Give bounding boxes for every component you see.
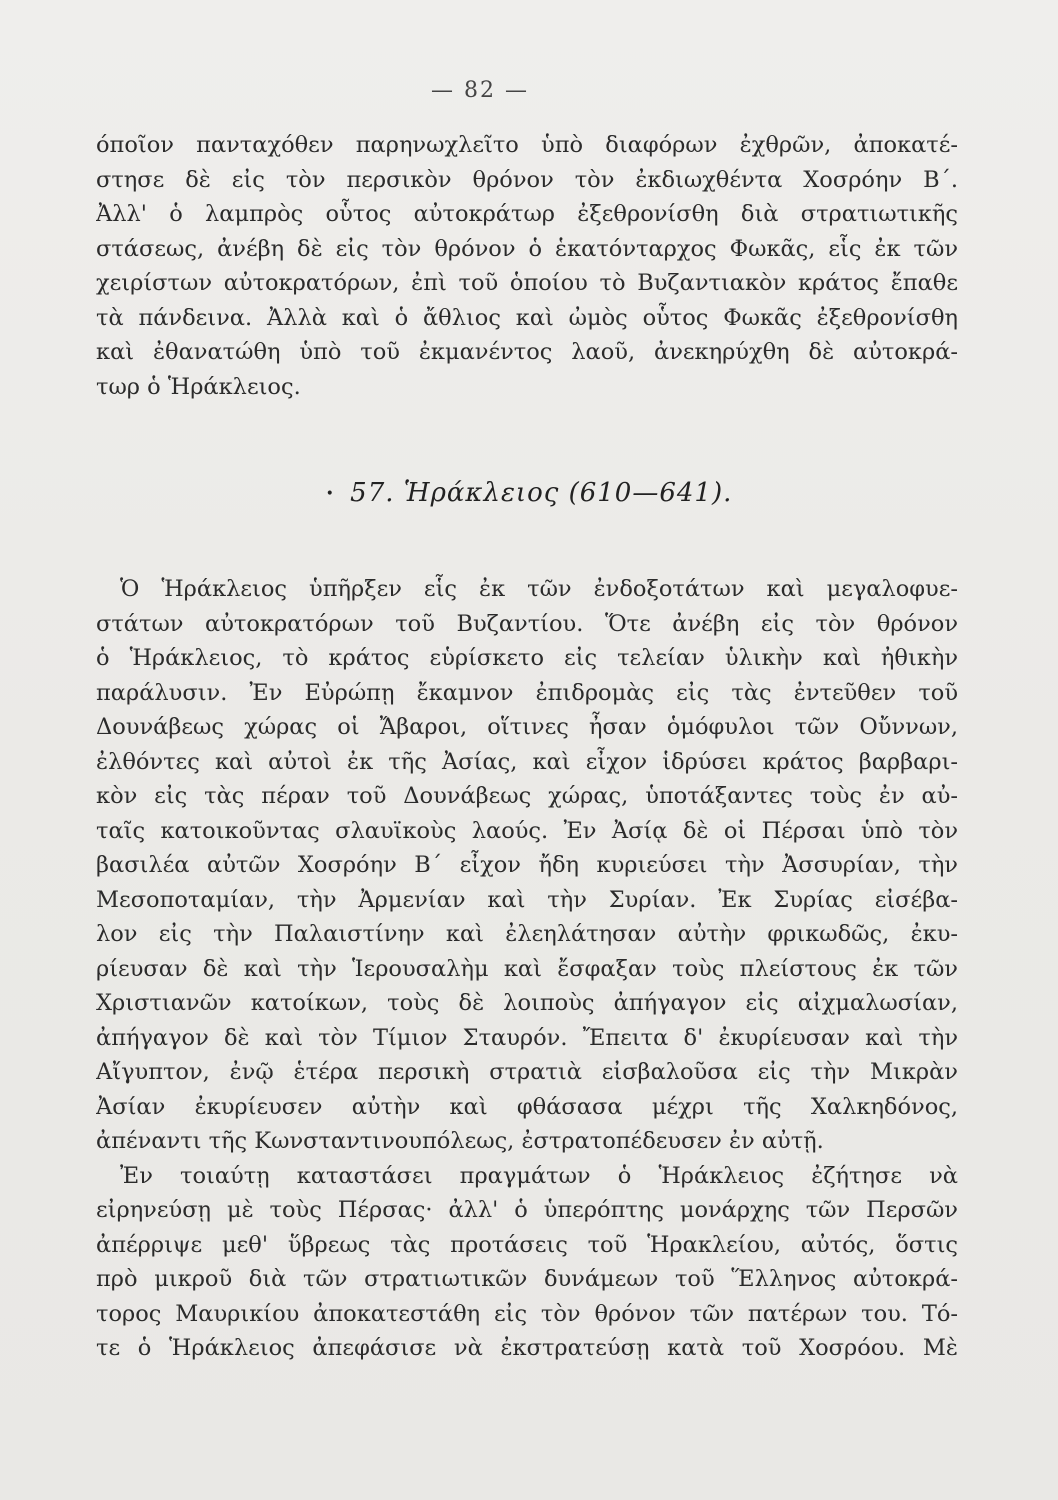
text-line: κὸν εἰς τὰς πέραν τοῦ Δουνάβεως χώρας, ὑποτάξαντες τοὺς ἐν αὐ-: [96, 783, 958, 809]
text-line: Μεσοποταμίαν, τὴν Ἀρμενίαν καὶ τὴν Συρίαν. Ἐκ Συρίας εἰσέβα-: [96, 886, 958, 913]
text-line: Ἐν τοιαύτῃ καταστάσει πραγμάτων ὁ Ἡράκλειος ἐζήτησε νὰ: [120, 1162, 958, 1189]
text-line: Ἀσίαν ἐκυρίευσεν αὐτὴν καὶ φθάσασα μέχρι τῆς Χαλκηδόνος,: [96, 1093, 958, 1120]
text-line: ὁ Ἡράκλειος, τὸ κράτος εὑρίσκετο εἰς τελείαν ὑλικὴν καὶ ἠθικὴν: [96, 645, 958, 671]
text-line: βασιλέα αὐτῶν Χοσρόην Β΄ εἶχον ἤδη κυριεύσει τὴν Ἀσσυρίαν, τὴν: [96, 852, 958, 878]
text-line: ρίευσαν δὲ καὶ τὴν Ἱερουσαλὴμ καὶ ἔσφαξαν τοὺς πλείστους ἐκ τῶν: [96, 955, 958, 982]
text-line: πρὸ μικροῦ διὰ τῶν στρατιωτικῶν δυνάμεων τοῦ Ἕλληνος αὐτοκρά-: [96, 1266, 958, 1292]
text-line: ἐλθόντες καὶ αὐτοὶ ἐκ τῆς Ἀσίας, καὶ εἶχον ἱδρύσει κράτος βαρβαρι-: [96, 748, 958, 775]
text-line: Ἀλλ' ὁ λαμπρὸς οὗτος αὐτοκράτωρ ἐξεθρονίσθη διὰ στρατιωτικῆς: [96, 201, 958, 227]
text-line: ἀπήγαγον δὲ καὶ τὸν Τίμιον Σταυρόν. Ἔπειτα δ' ἐκυρίευσαν καὶ τὴν: [96, 1024, 958, 1051]
text-line: στάσεως, ἀνέβη δὲ εἰς τὸν θρόνον ὁ ἑκατόνταρχος Φωκᾶς, εἷς ἐκ τῶν: [96, 235, 958, 262]
page-number: — 82 —: [431, 78, 529, 103]
text-line: Χριστιανῶν κατοίκων, τοὺς δὲ λοιποὺς ἀπήγαγον εἰς αἰχμαλωσίαν,: [96, 990, 958, 1016]
heading-bullet: •: [325, 486, 335, 502]
text-line: Δουνάβεως χώρας οἱ Ἄβαροι, οἵτινες ἦσαν ὁμόφυλοι τῶν Οὔννων,: [96, 714, 958, 740]
text-line: λον εἰς τὴν Παλαιστίνην καὶ ἐλεηλάτησαν αὐτὴν φρικωδῶς, ἐκυ-: [96, 921, 958, 947]
text-line: στησε δὲ εἰς τὸν περσικὸν θρόνον τὸν ἐκδιωχθέντα Χοσρόην Β΄.: [96, 166, 958, 193]
text-line: τορος Μαυρικίου ἀποκατεστάθη εἰς τὸν θρόνον τῶν πατέρων του. Τό-: [96, 1300, 958, 1327]
text-line: εἰρηνεύσῃ μὲ τοὺς Πέρσας· ἀλλ' ὁ ὑπερόπτης μονάρχης τῶν Περσῶν: [96, 1197, 958, 1223]
text-line: παράλυσιν. Ἐν Εὐρώπῃ ἔκαμνον ἐπιδρομὰς εἰς τὰς ἐντεῦθεν τοῦ: [96, 679, 958, 706]
text-line: τὰ πάνδεινα. Ἀλλὰ καὶ ὁ ἄθλιος καὶ ὠμὸς οὗτος Φωκᾶς ἐξεθρονίσθη: [96, 304, 958, 331]
text-line: τε ὁ Ἡράκλειος ἀπεφάσισε νὰ ἐκστρατεύσῃ κατὰ τοῦ Χοσρόου. Μὲ: [96, 1335, 958, 1361]
text-line: ταῖς κατοικοῦντας σλαυϊκοὺς λαούς. Ἐν Ἀσίᾳ δὲ οἱ Πέρσαι ὑπὸ τὸν: [96, 817, 958, 844]
section-heading: [0, 478, 1058, 508]
text-line: καὶ ἐθανατώθη ὑπὸ τοῦ ἐκμανέντος λαοῦ, ἀνεκηρύχθη δὲ αὐτοκρά-: [96, 339, 958, 365]
text-line: Αἴγυπτον, ἐνῷ ἑτέρα περσικὴ στρατιὰ εἰσβαλοῦσα εἰς τὴν Μικρὰν: [96, 1059, 958, 1085]
section-heading-text: 57. Ἡράκλειος (610—641).: [350, 478, 733, 508]
text-line: τωρ ὁ Ἡράκλειος.: [96, 373, 301, 400]
paragraph-1: [96, 128, 958, 404]
paragraph-2: [96, 572, 958, 1366]
text-line: χειρίστων αὐτοκρατόρων, ἐπὶ τοῦ ὁποίου τὸ Βυζαντιακὸν κράτος ἔπαθε: [96, 270, 958, 296]
text-line: ἀπέναντι τῆς Κωνσταντινουπόλεως, ἐστρατοπέδευσεν ἐν αὐτῇ.: [96, 1128, 824, 1154]
text-line: Ὁ Ἡράκλειος ὑπῆρξεν εἷς ἐκ τῶν ἐνδοξοτάτων καὶ μεγαλοφυε-: [120, 576, 958, 602]
text-line: ἀπέρριψε μεθ' ὕβρεως τὰς προτάσεις τοῦ Ἡρακλείου, αὐτός, ὅστις: [96, 1231, 958, 1258]
text-line: στάτων αὐτοκρατόρων τοῦ Βυζαντίου. Ὅτε ἀνέβη εἰς τὸν θρόνον: [96, 610, 958, 637]
text-line: όποῖον πανταχόθεν παρηνωχλεῖτο ὑπὸ διαφόρων ἐχθρῶν, ἀποκατέ-: [96, 132, 958, 158]
